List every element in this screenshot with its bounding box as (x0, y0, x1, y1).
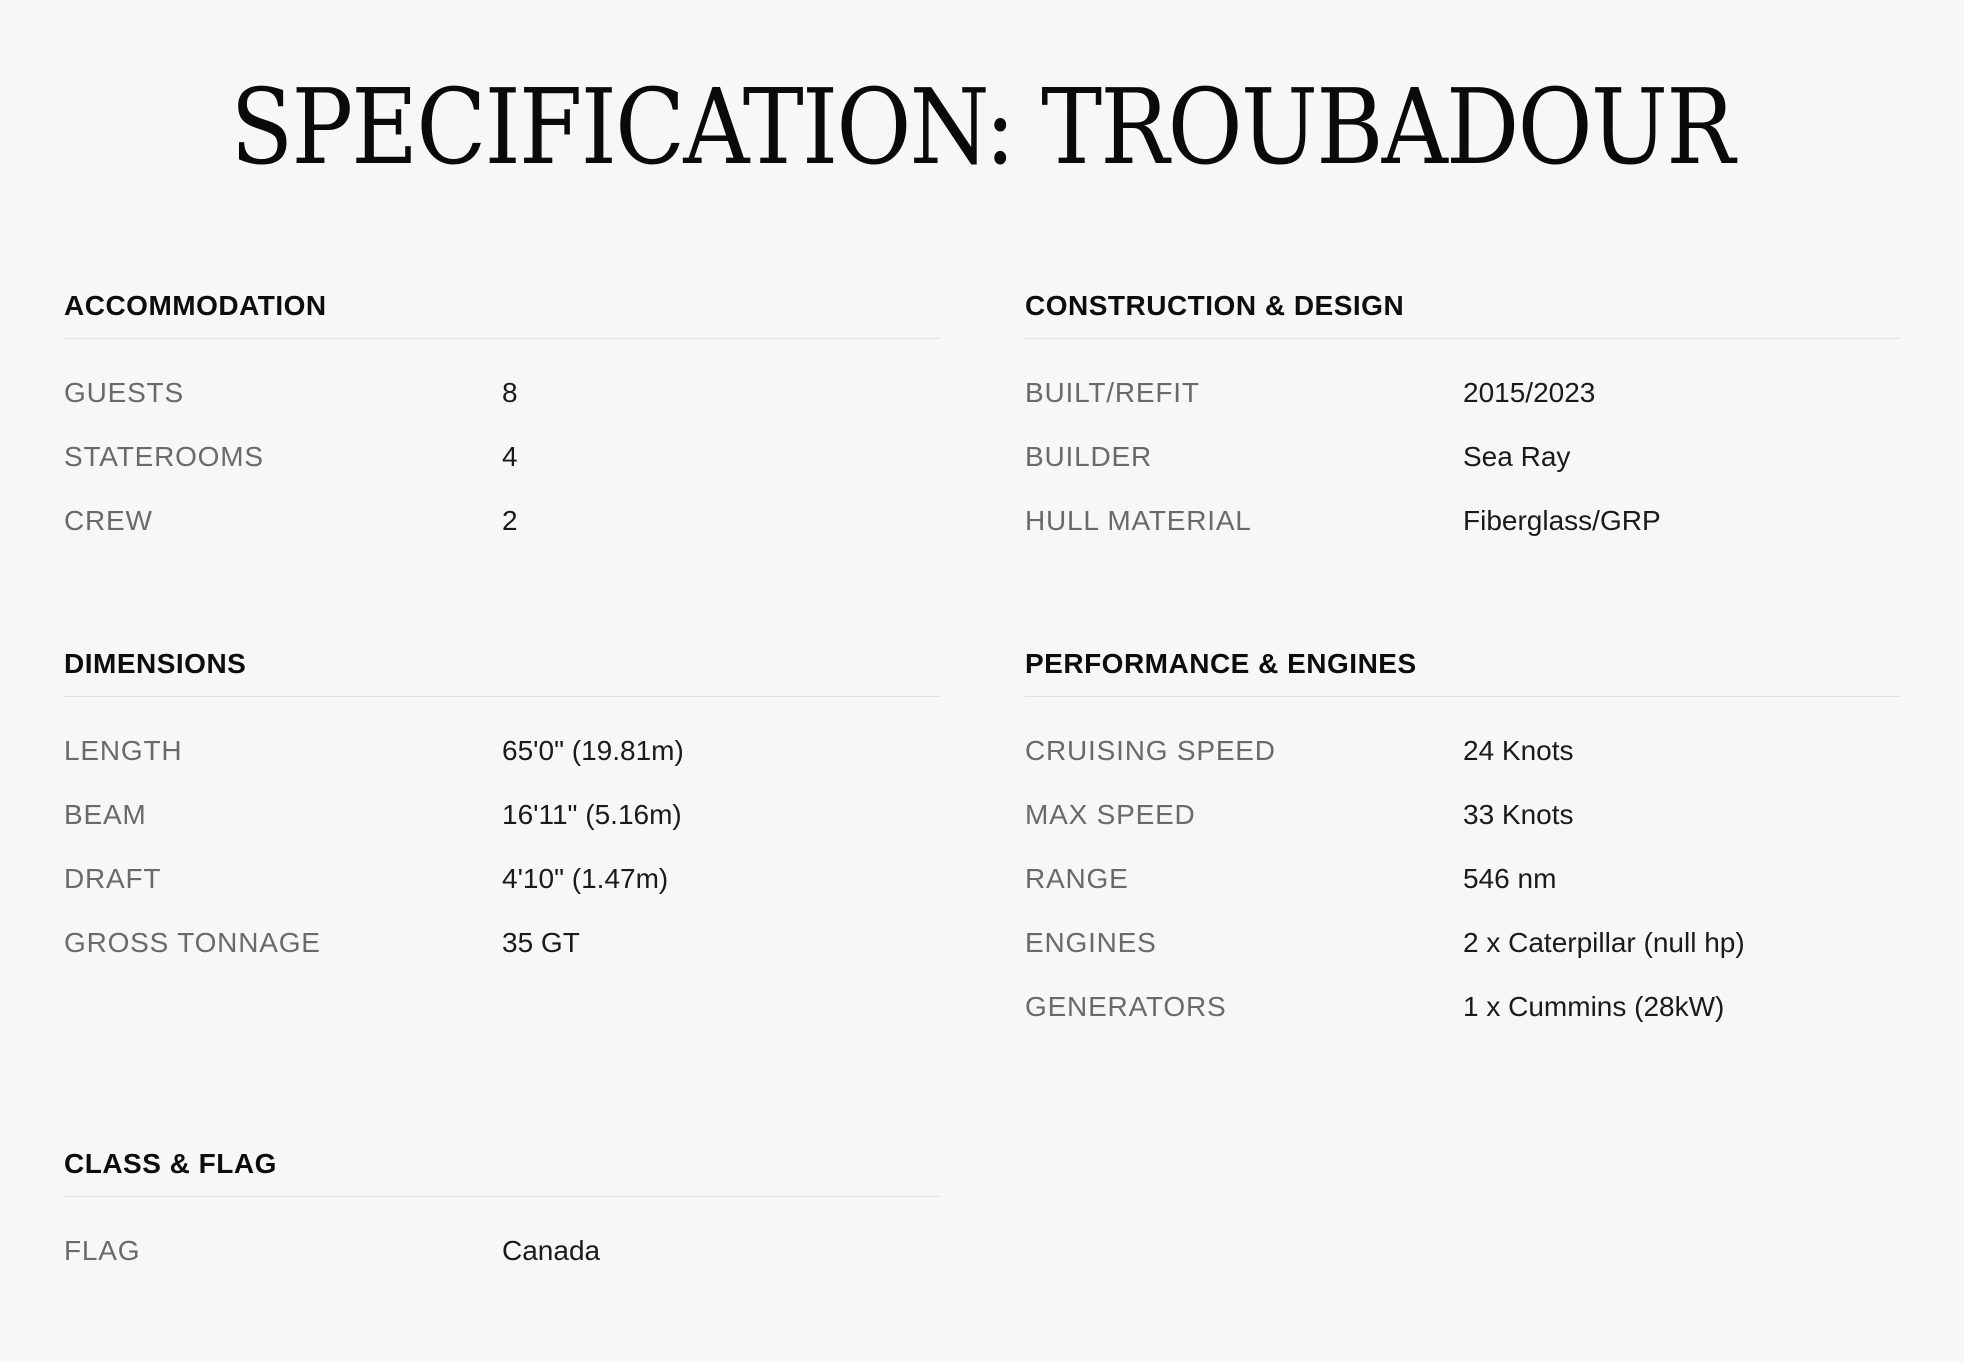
spec-value: 24 Knots (1463, 735, 1574, 766)
page-title: SPECIFICATION: TROUBADOUR (230, 66, 1734, 188)
section-heading: CLASS & FLAG (64, 1142, 940, 1197)
spec-label: CREW (64, 505, 153, 536)
section-heading: DIMENSIONS (64, 642, 940, 697)
section-heading: PERFORMANCE & ENGINES (1025, 642, 1901, 697)
spec-row-generators (1025, 975, 1901, 1039)
spec-row-engines (1025, 911, 1901, 975)
spec-row-built-refit (1025, 361, 1901, 425)
spec-row-staterooms (64, 425, 940, 489)
spec-row-hull-material (1025, 489, 1901, 553)
spec-label: DRAFT (64, 863, 162, 894)
spec-value: 16'11" (5.16m) (502, 799, 682, 830)
spec-row-guests (64, 361, 940, 425)
spec-label: FLAG (64, 1235, 141, 1266)
spec-label: CRUISING SPEED (1025, 735, 1276, 766)
construction-design-section (1025, 284, 1901, 553)
spec-value: 8 (502, 377, 518, 408)
spec-value: Fiberglass/GRP (1463, 505, 1661, 536)
class-flag-section (64, 1142, 940, 1283)
spec-label: BEAM (64, 799, 147, 830)
spec-row-max-speed (1025, 783, 1901, 847)
spec-value: 33 Knots (1463, 799, 1574, 830)
spec-label: BUILDER (1025, 441, 1152, 472)
spec-label: GROSS TONNAGE (64, 927, 321, 958)
spec-value: 2 (502, 505, 518, 536)
spec-row-beam (64, 783, 940, 847)
spec-label: MAX SPEED (1025, 799, 1196, 830)
spec-value: 1 x Cummins (28kW) (1463, 991, 1725, 1022)
spec-label: GUESTS (64, 377, 184, 408)
spec-row-length (64, 719, 940, 783)
spec-label: RANGE (1025, 863, 1129, 894)
spec-value: 4'10" (1.47m) (502, 863, 669, 894)
spec-value: 4 (502, 441, 518, 472)
spec-value: 65'0" (19.81m) (502, 735, 684, 766)
accommodation-section (64, 284, 940, 553)
spec-row-range (1025, 847, 1901, 911)
spec-value: 546 nm (1463, 863, 1557, 894)
spec-value: 2015/2023 (1463, 377, 1596, 408)
dimensions-section (64, 642, 940, 975)
spec-row-flag (64, 1219, 940, 1283)
section-heading: ACCOMMODATION (64, 284, 940, 339)
spec-value: 2 x Caterpillar (null hp) (1463, 927, 1745, 958)
spec-value: 35 GT (502, 927, 580, 958)
spec-label: ENGINES (1025, 927, 1157, 958)
performance-engines-section (1025, 642, 1901, 1039)
section-heading: CONSTRUCTION & DESIGN (1025, 284, 1901, 339)
spec-label: BUILT/REFIT (1025, 377, 1200, 408)
spec-row-draft (64, 847, 940, 911)
spec-label: GENERATORS (1025, 991, 1227, 1022)
spec-row-builder (1025, 425, 1901, 489)
spec-label: HULL MATERIAL (1025, 505, 1252, 536)
spec-row-crew (64, 489, 940, 553)
spec-value: Canada (502, 1235, 601, 1266)
spec-value: Sea Ray (1463, 441, 1571, 472)
spec-label: LENGTH (64, 735, 183, 766)
spec-row-gross-tonnage (64, 911, 940, 975)
spec-label: STATEROOMS (64, 441, 264, 472)
spec-row-cruising-speed (1025, 719, 1901, 783)
